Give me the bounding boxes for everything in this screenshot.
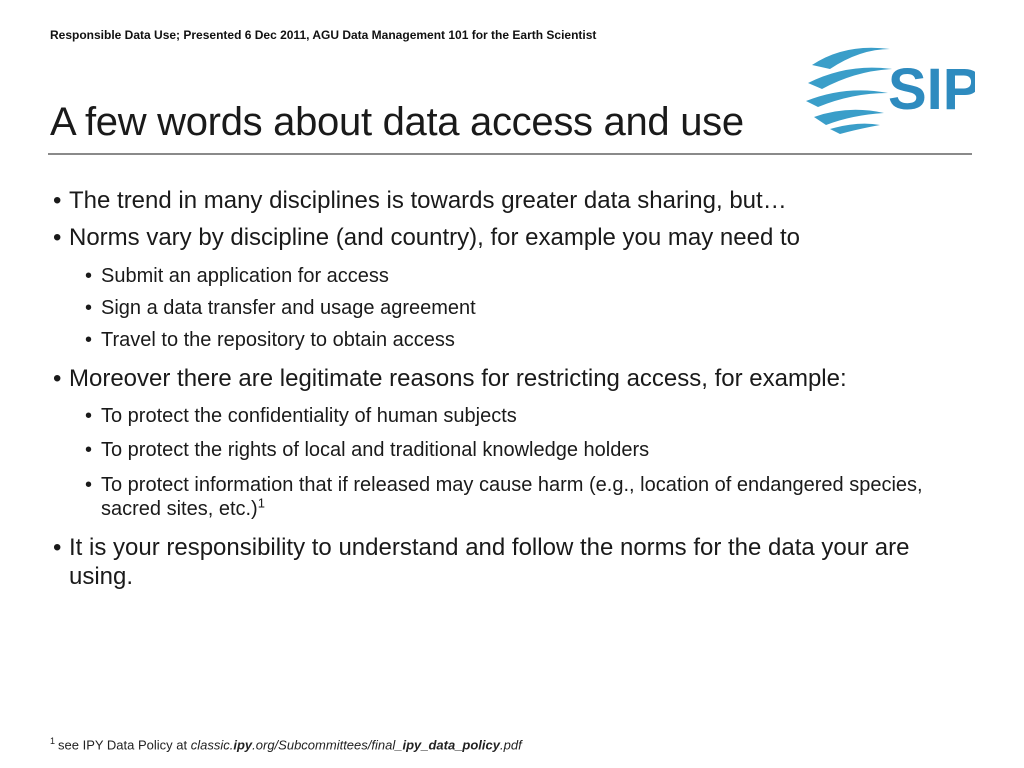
sub-bullet-item: • Submit an application for access: [50, 264, 970, 288]
footnote-url-bold: ipy_data_policy: [402, 737, 500, 753]
slide-content: [50, 186, 970, 591]
sub-bullet-item: • Travel to the repository to obtain access: [50, 328, 970, 352]
esip-logo: [800, 35, 975, 135]
footnote-url-part: classic.: [190, 737, 234, 753]
slide-title: A few words about data access and use: [50, 100, 744, 144]
sub-bullet-item: • To protect the confidentiality of human subjects: [50, 404, 970, 428]
bullet-item: • It is your responsibility to understand and follow the norms for the data your are using.: [50, 533, 970, 592]
slide-header: Responsible Data Use; Presented 6 Dec 2011, AGU Data Management 101 for the Earth Scientist: [50, 28, 597, 42]
bullet-item: • Norms vary by discipline (and country), for example you may need to: [50, 223, 970, 252]
footnote-prefix: see IPY Data Policy at: [58, 737, 191, 753]
sub-bullet-text: To protect information that if released may cause harm (e.g., location of endangered species, sacred sites, etc.): [101, 473, 923, 521]
esip-logo-graphic: [800, 35, 975, 135]
footnote-url-part: .pdf: [500, 737, 522, 753]
footnote: [50, 736, 522, 752]
bullet-item: • Moreover there are legitimate reasons for restricting access, for example:: [50, 364, 970, 393]
bullet-item: • The trend in many disciplines is towards greater data sharing, but…: [50, 186, 970, 215]
sub-bullet-item: [50, 473, 970, 522]
title-divider: [48, 153, 972, 155]
footnote-url-bold: ipy: [233, 737, 253, 753]
sub-bullet-item: • To protect the rights of local and traditional knowledge holders: [50, 438, 970, 462]
logo-text: SIP: [888, 57, 975, 122]
footnote-url-part: .org/Subcommittees/final_: [252, 737, 403, 753]
sub-bullet-item: • Sign a data transfer and usage agreement: [50, 296, 970, 320]
footnote-marker: 1: [50, 736, 56, 746]
footnote-reference: 1: [257, 495, 265, 511]
